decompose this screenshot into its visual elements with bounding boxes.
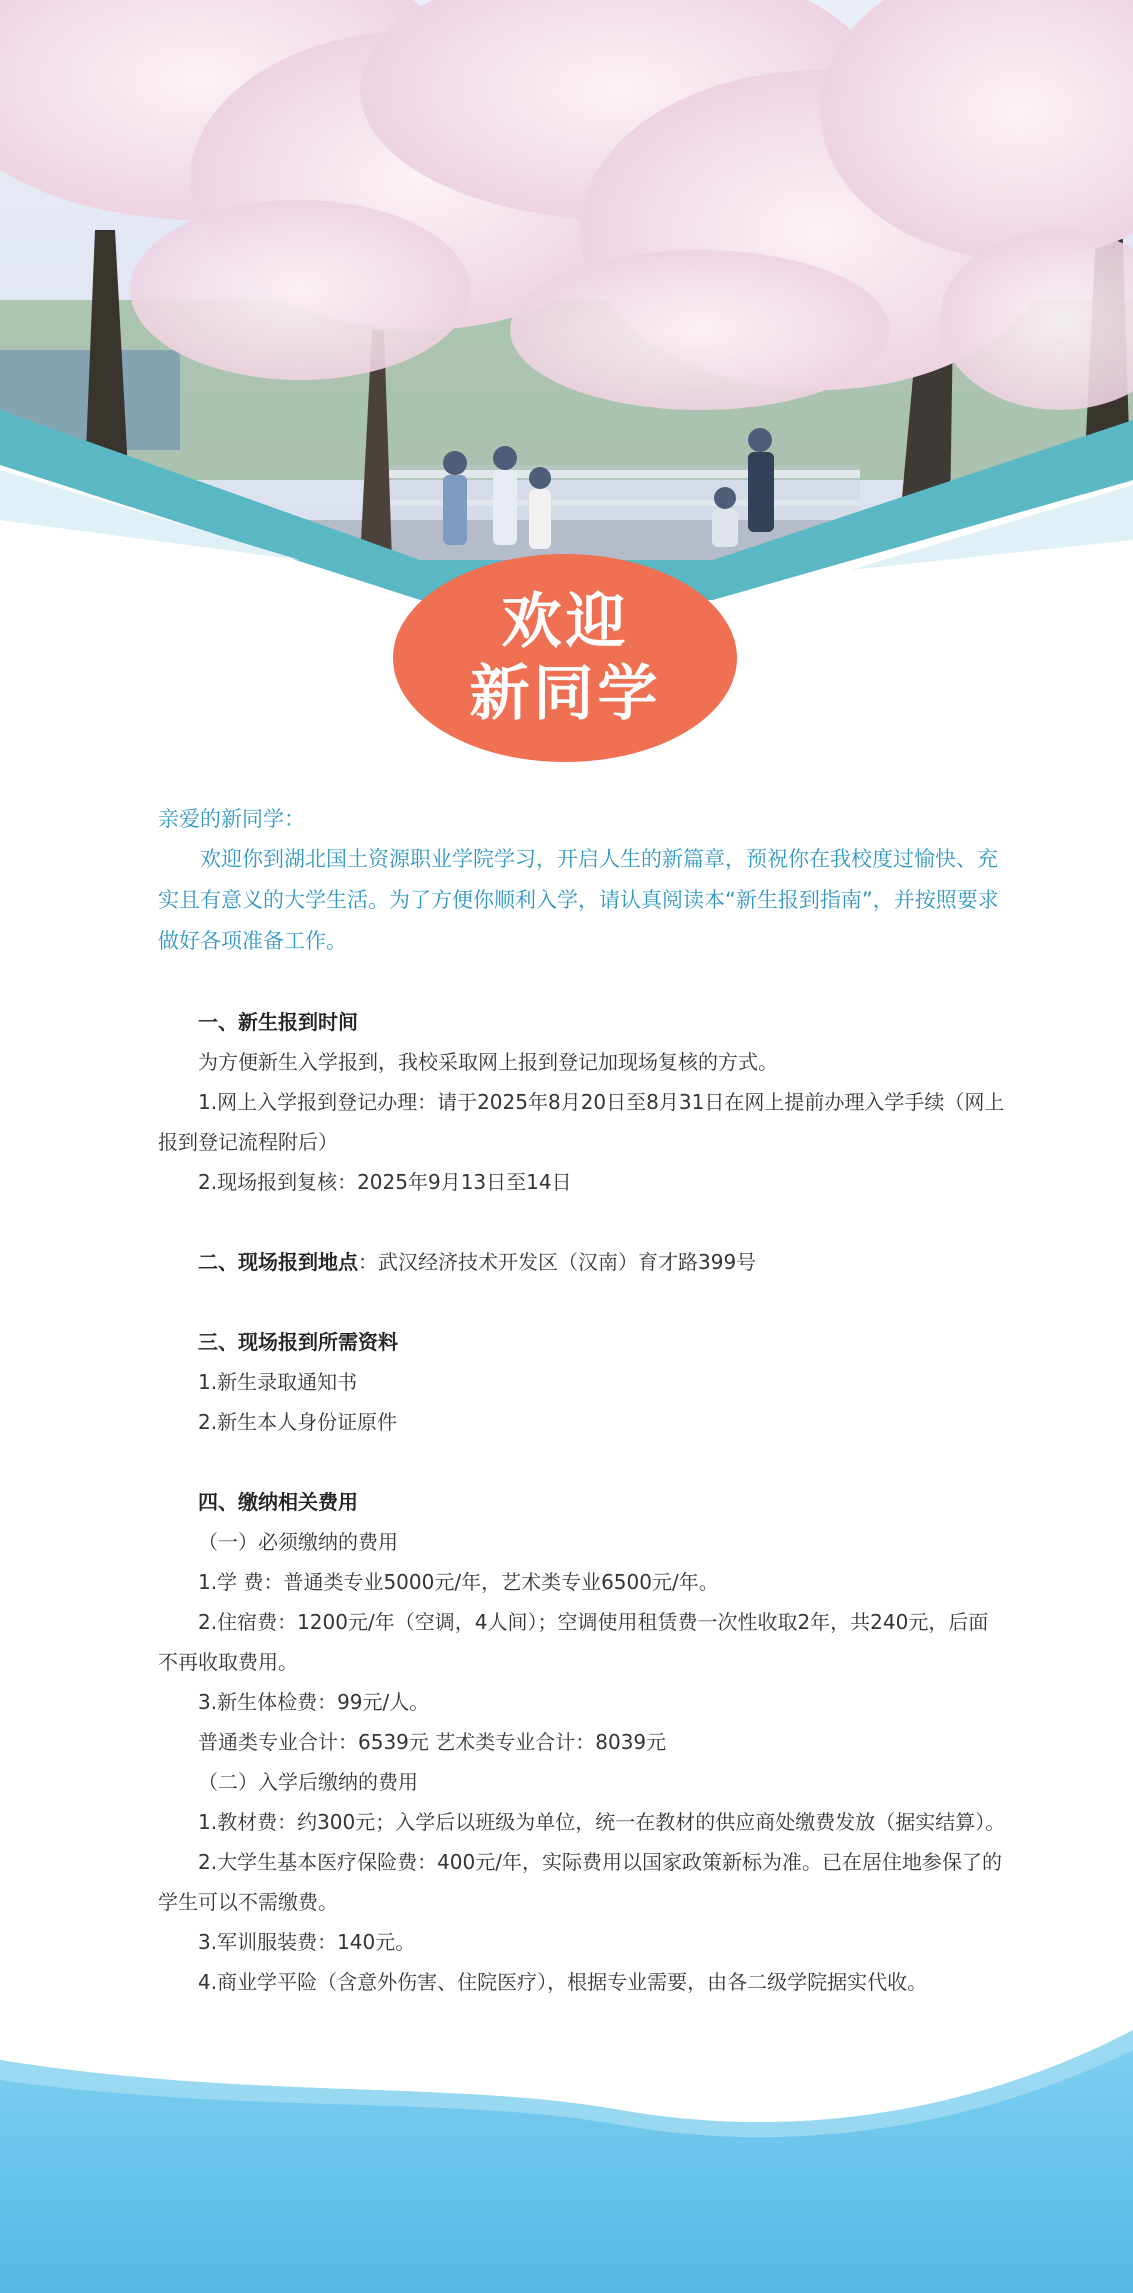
section1-paragraph: 为方便新生入学报到，我校采取网上报到登记加现场复核的方式。 bbox=[198, 1050, 778, 1074]
section1-heading: 一、新生报到时间 bbox=[198, 1010, 358, 1034]
fee-military-uniform: 3.军训服装费：140元。 bbox=[198, 1930, 416, 1954]
section3-item1: 1.新生录取通知书 bbox=[198, 1370, 358, 1394]
fee-textbooks: 1.教材费：约300元；入学后以班级为单位，统一在教材的供应商处缴费发放（据实结算）。 bbox=[198, 1810, 1006, 1834]
section4-subheading1: （一）必须缴纳的费用 bbox=[198, 1530, 398, 1554]
fee-commercial-insurance: 4.商业学平险（含意外伤害、住院医疗），根据专业需要，由各二级学院据实代收。 bbox=[198, 1970, 928, 1994]
section3-heading: 三、现场报到所需资料 bbox=[198, 1330, 398, 1354]
section1-item1: 1.网上入学报到登记办理：请于2025年8月20日至8月31日在网上提前办理入学手续（网上报到登记流程附后） bbox=[158, 1090, 1005, 1154]
welcome-badge bbox=[393, 553, 738, 763]
section4-heading: 四、缴纳相关费用 bbox=[198, 1490, 358, 1514]
badge-title-line1: 欢迎 bbox=[501, 587, 630, 657]
section1-item2: 2.现场报到复核：2025年9月13日至14日 bbox=[198, 1170, 572, 1194]
fee-health-insurance: 2.大学生基本医疗保险费：400元/年，实际费用以国家政策新标为准。已在居住地参保了的学生可以不需缴费。 bbox=[158, 1850, 1002, 1914]
badge-title-line2: 新同学 bbox=[469, 659, 662, 729]
section2-line bbox=[158, 1242, 1006, 1282]
fee-tuition: 1.学 费：普通类专业5000元/年，艺术类专业6500元/年。 bbox=[198, 1570, 719, 1594]
section4-subheading2: （二）入学后缴纳的费用 bbox=[198, 1770, 418, 1794]
fee-accommodation: 2.住宿费：1200元/年（空调，4人间）；空调使用租赁费一次性收取2年，共240元，后面不再收取费用。 bbox=[158, 1610, 989, 1674]
guide-content bbox=[158, 799, 1006, 2002]
fee-medical-exam: 3.新生体检费：99元/人。 bbox=[198, 1690, 430, 1714]
section3-item2: 2.新生本人身份证原件 bbox=[198, 1410, 398, 1434]
salutation: 亲爱的新同学： bbox=[158, 807, 305, 831]
intro-paragraph: 欢迎你到湖北国土资源职业学院学习，开启人生的新篇章，预祝你在我校度过愉快、充实且有意义的大学生活。为了方便你顺利入学，请认真阅读本“新生报到指南”，并按照要求做好各项准备工作。 bbox=[158, 847, 999, 953]
fee-totals: 普通类专业合计：6539元 艺术类专业合计：8039元 bbox=[198, 1730, 667, 1754]
section2-address: ：武汉经济技术开发区（汉南）育才路399号 bbox=[358, 1250, 757, 1274]
section2-heading: 二、现场报到地点 bbox=[198, 1250, 358, 1274]
